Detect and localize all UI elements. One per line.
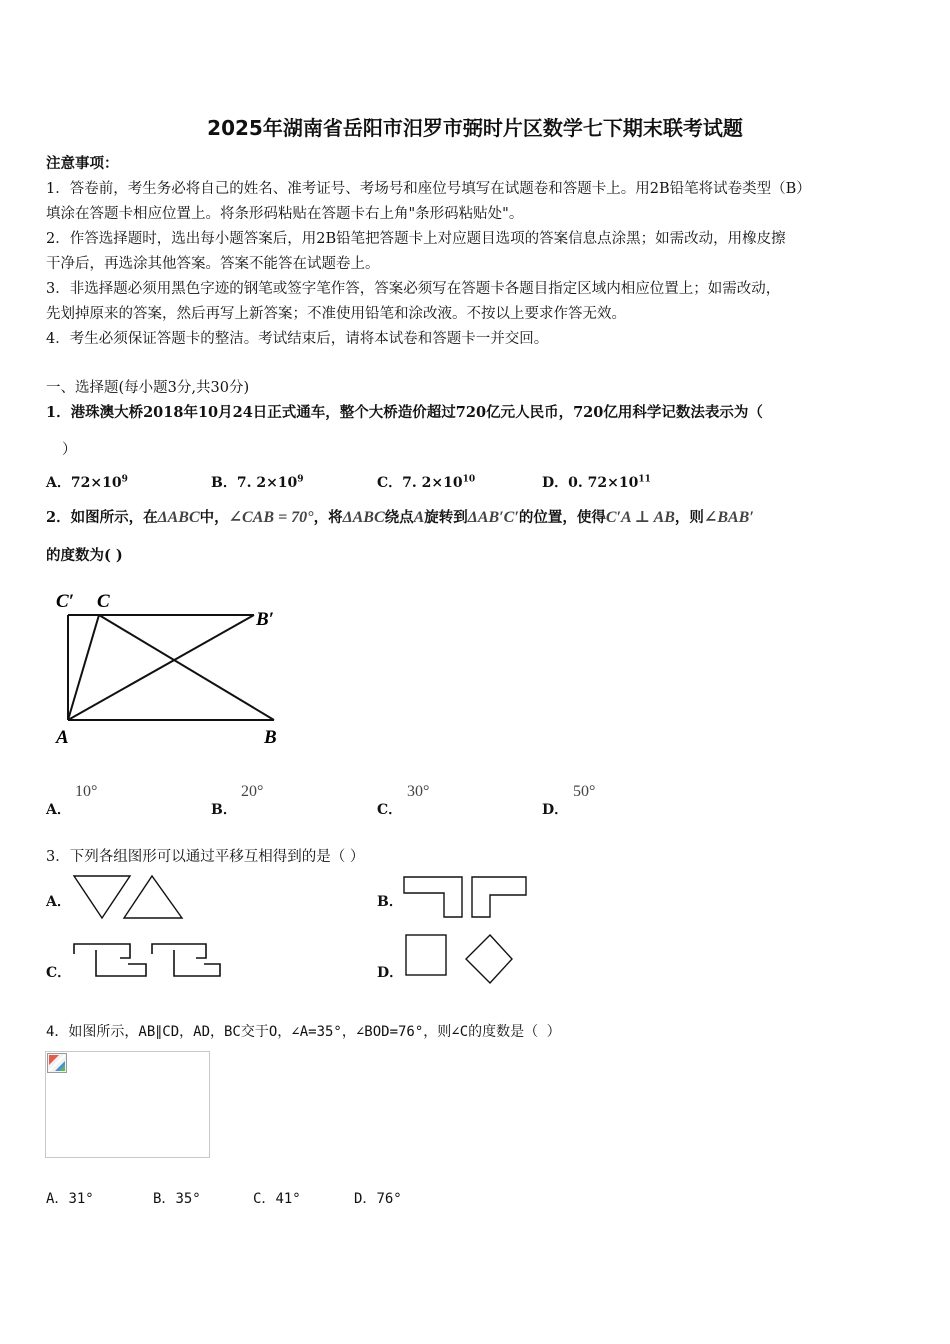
q3-option-b[interactable]: B．: [377, 894, 403, 910]
q2-option-d-value: 50°: [573, 783, 596, 800]
q2-option-c[interactable]: C．: [377, 802, 403, 818]
square-icon: [406, 935, 446, 975]
notice-heading: 注意事项：: [46, 155, 119, 172]
q4-option-d[interactable]: D．76°: [354, 1191, 402, 1207]
triangle-up-icon: [124, 876, 182, 918]
q2-option-b-value: 20°: [241, 783, 264, 800]
label-b-prime: B′: [256, 609, 275, 630]
q4-figure-placeholder: [45, 1051, 210, 1158]
q3-option-d-figure: [404, 933, 518, 985]
question-1-stem: 1．港珠澳大桥2018年10月24日正式通车，整个大桥造价超过720亿元人民币，720亿用科学记数法表示为（: [46, 404, 763, 421]
spiral-right-inner-icon: [174, 950, 220, 976]
question-2-stem-end: 的度数为( ): [46, 547, 123, 564]
spiral-right-icon: [152, 944, 206, 958]
q1-option-d[interactable]: D．0. $72\times 10^{11}$: [542, 474, 651, 491]
q2-option-a-value: 10°: [75, 783, 98, 800]
label-b: B: [264, 727, 277, 748]
q4-option-a[interactable]: A．31°: [46, 1191, 94, 1207]
q2-option-b[interactable]: B．: [211, 802, 237, 818]
notice-line: 干净后，再选涂其他答案。答案不能答在试题卷上。: [46, 256, 380, 272]
question-1-stem-end: ）: [62, 442, 77, 458]
q2-option-d[interactable]: D．: [542, 802, 569, 818]
question-4-stem: 4．如图所示，AB∥CD，AD，BC交于O，∠A=35°，∠BOD=76°，则∠C的度数是（ ）: [46, 1024, 561, 1040]
q2-option-c-value: 30°: [407, 783, 430, 800]
l-shape-left-icon: [404, 877, 462, 917]
q3-option-c-figure: [72, 940, 224, 984]
q1-option-b[interactable]: B．7. $2\times 10^9$: [211, 474, 304, 491]
q1-option-c[interactable]: C．7. $2\times 10^{10}$: [377, 474, 476, 491]
spiral-left-icon: [74, 944, 130, 958]
q1-option-a[interactable]: A．$72\times 10^9$: [46, 474, 128, 491]
question-2-stem: 2．如图所示，在ΔABC中，∠CAB = 70°，将ΔABC绕点A旋转到ΔAB′C′的位置，使得C′A ⊥ AB，则∠BAB′: [46, 509, 754, 526]
segment-b-prime-a: [68, 615, 254, 720]
q2-option-a[interactable]: A．: [46, 802, 71, 818]
l-shape-right-icon: [472, 877, 526, 917]
notice-line: 2．作答选择题时，选出每小题答案后，用2B铅笔把答题卡上对应题目选项的答案信息点涂黑；如需改动，用橡皮擦: [46, 231, 786, 247]
notice-line: 填涂在答题卡相应位置上。将条形码粘贴在答题卡右上角"条形码粘贴处"。: [46, 206, 524, 222]
section-heading: 一、选择题(每小题3分,共30分): [46, 380, 250, 396]
label-c: C: [97, 591, 110, 612]
notice-line: 1．答卷前，考生务必将自己的姓名、准考证号、考场号和座位号填写在试题卷和答题卡上。用2B铅笔将试卷类型（B）: [46, 181, 811, 197]
q3-option-a-figure: [72, 874, 187, 922]
spiral-left-inner-icon: [96, 950, 146, 976]
notice-line: 先划掉原来的答案，然后再写上新答案；不准使用铅笔和涂改液。不按以上要求作答无效。: [46, 306, 626, 322]
q3-option-c[interactable]: C．: [46, 965, 72, 981]
question-3-stem: 3．下列各组图形可以通过平移互相得到的是（ ）: [46, 849, 365, 865]
q4-option-c[interactable]: C．41°: [253, 1191, 301, 1207]
broken-image-icon: [47, 1053, 67, 1073]
label-a: A: [56, 727, 69, 748]
q3-option-b-figure: [402, 875, 530, 921]
q3-option-a[interactable]: A．: [46, 894, 71, 910]
page-title: 2025年湖南省岳阳市汨罗市弼时片区数学七下期末联考试题: [207, 116, 743, 140]
q4-option-b[interactable]: B．35°: [153, 1191, 201, 1207]
triangle-down-icon: [74, 876, 130, 918]
notice-line: 3．非选择题必须用黑色字迹的钢笔或签字笔作答，答案必须写在答题卡各题目指定区域内相应位置上；如需改动，: [46, 281, 781, 297]
q3-option-d[interactable]: D．: [377, 965, 404, 981]
segment-c-b: [99, 615, 274, 720]
label-c-prime: C′: [56, 591, 75, 612]
diamond-icon: [466, 935, 512, 983]
notice-line: 4．考生必须保证答题卡的整洁。考试结束后，请将本试卷和答题卡一并交回。: [46, 331, 549, 347]
q2-figure: [46, 585, 296, 750]
